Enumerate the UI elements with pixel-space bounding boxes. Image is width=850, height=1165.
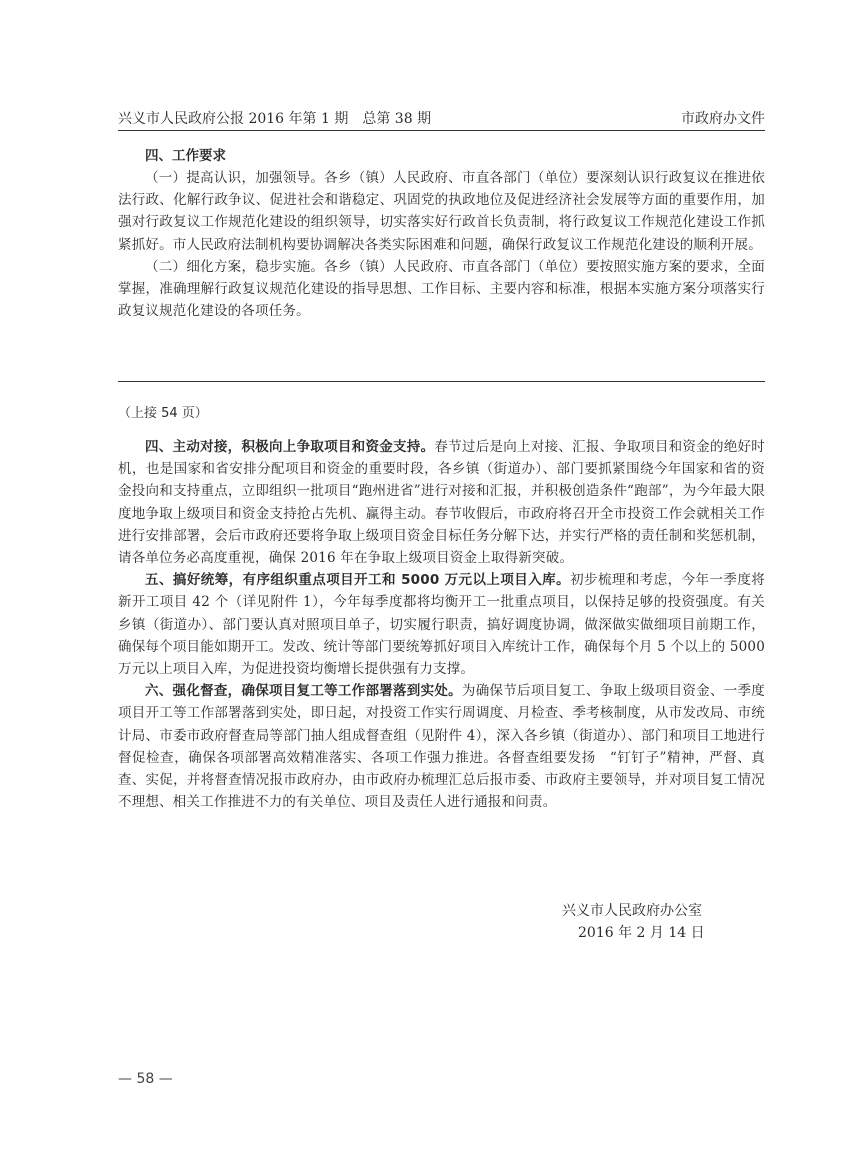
section-divider	[118, 381, 765, 382]
header-category: 市政府办文件	[681, 111, 765, 127]
paragraph	[118, 436, 765, 569]
page-header	[118, 104, 765, 131]
paragraph: （一）提高认识，加强领导。各乡（镇）人民政府、市直各部门（单位）要深刻认识行政复议在推进依法行政、化解行政争议、促进社会和谐稳定、巩固党的执政地位及促进经济社会发展等方面的重要作用，加强对行政复议工作规范化建设的组织领导，切实落实好行政首长负责制，将行政复议工作规范化建设工作抓紧抓好。市人民政府法制机构要协调解决各类实际困难和问题，确保行政复议工作规范化建设的顺利开展。	[118, 170, 765, 253]
signature-org: 兴义市人民政府办公室	[562, 903, 702, 919]
paragraph	[118, 680, 765, 813]
paragraph-lead: 六、强化督查，确保项目复工等工作部署落到实处。	[145, 683, 462, 700]
paragraph-lead: 四、主动对接，积极向上争取项目和资金支持。	[145, 439, 435, 455]
paragraph-text: 为确保节后项目复工、争取上级项目资金、一季度项目开工等工作部署落到实处，即日起，对投资工作实行周调度、月检查、季考核制度，从市发改局、市统计局、市委市政府督查局等部门抽人组成督查组（见附件 4），深入各乡镇（街道办）、部门和项目工地进行督促检查，确保各项部署高效精准落实、各项工作强力推进。各督查组要发扬 “钉钉子”精神，严督、真查、实促，并将督查情况报市政府办，由市政府办梳理汇总后报市委、市政府主要领导，并对项目复工情况不理想、相关工作推进不力的有关单位、项目及责任人进行通报和问责。	[118, 683, 765, 811]
investment-work-section	[118, 436, 765, 813]
paragraph-text: 初步梳理和考虑，今年一季度将新开工项目 42 个（详见附件 1），今年每季度都将均衡开工一批重点项目，以保持足够的投资强度。有关乡镇（街道办）、部门要认真对照项目单子，切实履行职责，搞好调度协调，做深做实做细项目前期工作，确保每个项目能如期开工。发改、统计等部门要统筹抓好项目入库统计工作，确保每个月 5 个以上的 5000 万元以上项目入库，为促进投资均衡增长提供强有力支撑。	[118, 572, 765, 678]
header-publication: 兴义市人民政府公报 2016 年第 1 期 总第 38 期	[118, 111, 432, 127]
paragraph: （二）细化方案，稳步实施。各乡（镇）人民政府、市直各部门（单位）要按照实施方案的要求，全面掌握，准确理解行政复议规范化建设的指导思想、工作目标、主要内容和标准，根据本实施方案分项落实行政复议规范化建设的各项任务。	[118, 258, 765, 320]
work-requirements-section	[118, 145, 765, 322]
signature-date: 2016 年 2 月 14 日	[578, 925, 705, 941]
paragraph-lead: 五、搞好统筹，有序组织重点项目开工和 5000 万元以上项目入库。	[145, 572, 571, 589]
page-number: — 58 —	[118, 1071, 173, 1087]
section-heading: 四、工作要求	[145, 148, 226, 164]
paragraph-text: 春节过后是向上对接、汇报、争取项目和资金的绝好时机，也是国家和省安排分配项目和资金的重要时段，各乡镇（街道办）、部门要抓紧围绕今年国家和省的资金投向和支持重点，立即组织一批项目“跑州进省”进行对接和汇报，并积极创造条件“跑部”，为今年最大限度地争取上级项目和资金支持抢占先机、赢得主动。春节收假后，市政府将召开全市投资工作会就相关工作进行安排部署，会后市政府还要将争取上级项目资金目标任务分解下达，并实行严格的责任制和奖惩机制，请各单位务必高度重视，确保 2016 年在争取上级项目资金上取得新突破。	[118, 439, 765, 567]
paragraph	[118, 569, 765, 680]
continued-label: （上接 54 页）	[118, 406, 208, 421]
